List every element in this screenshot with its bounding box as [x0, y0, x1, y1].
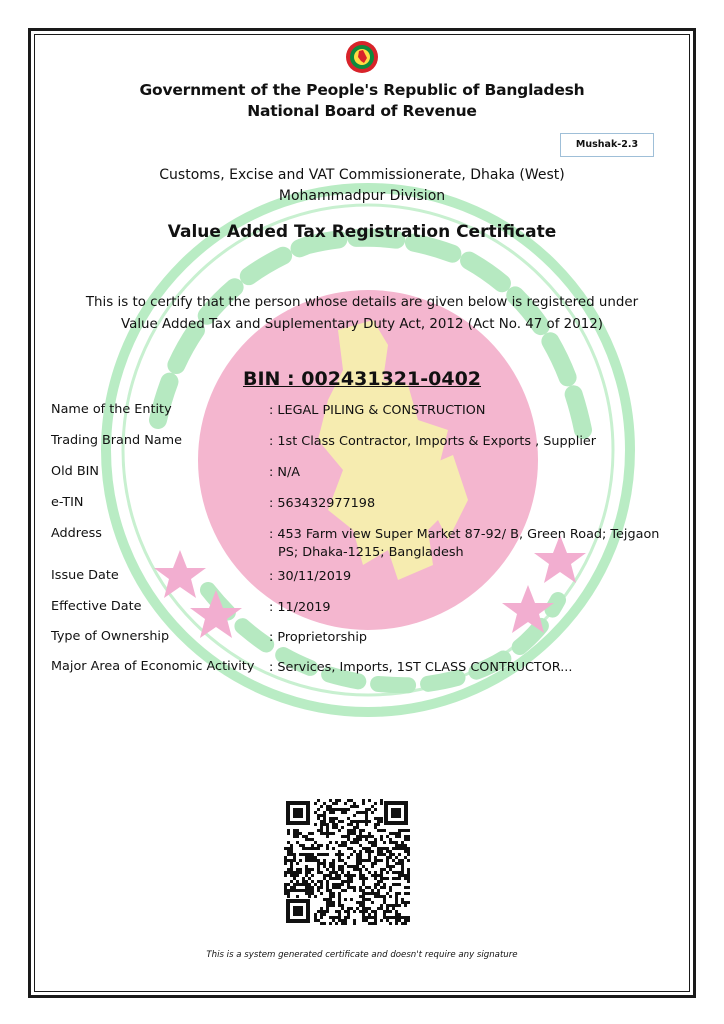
detail-value: : LEGAL PILING & CONSTRUCTION [269, 403, 486, 418]
bangladesh-government-emblem-icon [345, 40, 379, 74]
government-name: Government of the People's Republic of Bangladesh [139, 81, 585, 99]
detail-label: e-TIN [51, 495, 84, 510]
detail-label: Old BIN [51, 464, 99, 479]
certify-statement [30, 292, 694, 336]
certify-line-2: Value Added Tax and Suplementary Duty Act, 2012 (Act No. 47 of 2012) [121, 317, 603, 332]
detail-row-etin [51, 495, 691, 513]
detail-row-economic-activity [51, 659, 691, 677]
detail-value: : 11/2019 [269, 600, 331, 615]
certify-line-1: This is to certify that the person whose details are given below is registered under [85, 295, 639, 310]
detail-row-brand [51, 433, 691, 451]
bin-number: BIN : 002431321-0402 [242, 368, 482, 390]
detail-value: : 1st Class Contractor, Imports & Exports , Supplier [269, 434, 597, 449]
detail-row-old-bin [51, 464, 691, 482]
detail-row-address [51, 526, 691, 562]
detail-label: Major Area of Economic Activity [51, 659, 255, 674]
detail-row-issue-date [51, 568, 691, 586]
detail-label: Address [51, 526, 102, 541]
detail-value: : Proprietorship [269, 630, 368, 645]
detail-label: Type of Ownership [51, 629, 170, 644]
detail-value [269, 526, 691, 562]
detail-label: Trading Brand Name [51, 433, 182, 448]
detail-row-ownership [51, 629, 691, 647]
detail-value: : 30/11/2019 [269, 569, 352, 584]
board-name: National Board of Revenue [247, 102, 477, 120]
commissionerate: Customs, Excise and VAT Commissionerate, Dhaka (West) [159, 167, 565, 183]
detail-label: Name of the Entity [51, 402, 172, 417]
detail-row-effective-date [51, 599, 691, 617]
division: Mohammadpur Division [278, 188, 446, 204]
detail-label: Issue Date [51, 568, 119, 583]
detail-label: Effective Date [51, 599, 142, 614]
office-block [0, 165, 724, 207]
qr-code-icon [284, 799, 410, 925]
address-line-1: : 453 Farm view Super Market 87-92/ B, Green Road; Tejgaon [269, 527, 660, 542]
detail-row-entity [51, 402, 691, 420]
detail-value: : 563432977198 [269, 496, 376, 511]
certificate-title: Value Added Tax Registration Certificate [167, 222, 557, 242]
form-code-badge: Mushak-2.3 [560, 133, 654, 157]
government-header [0, 80, 724, 122]
address-line-2: PS; Dhaka-1215; Bangladesh [278, 545, 464, 560]
detail-value: : N/A [269, 465, 301, 480]
footer-note: This is a system generated certificate and doesn't require any signature [206, 950, 518, 960]
detail-value: : Services, Imports, 1ST CLASS CONTRUCTOR... [269, 660, 573, 675]
